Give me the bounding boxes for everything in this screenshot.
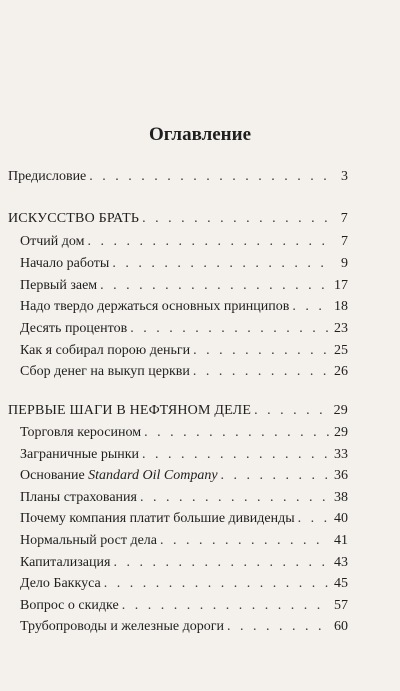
leader-dots (160, 532, 329, 550)
entry-label: Как я собирал порою деньги (20, 343, 191, 358)
entry-page-number: 36 (334, 468, 348, 483)
leader-dots (100, 277, 329, 295)
leader-dots (122, 597, 329, 615)
entry-label: Нормальный рост дела (20, 533, 157, 548)
entry-label (20, 467, 218, 485)
entry-page-number: 29 (334, 425, 348, 440)
entry-label: Отчий дом (20, 234, 85, 249)
toc-entry[interactable] (20, 320, 348, 338)
entry-label: Предисловие (8, 169, 87, 184)
entry-page-number: 40 (334, 511, 348, 526)
entry-page-number: 57 (334, 598, 348, 613)
toc-entry[interactable] (20, 424, 348, 442)
entry-label: Дело Баккуса (20, 576, 101, 591)
leader-dots (87, 233, 329, 251)
leader-dots (130, 320, 329, 338)
entry-label: Надо твердо держаться основных принципов (20, 299, 290, 314)
leader-dots (142, 210, 329, 228)
entry-label: Торговля керосином (20, 425, 142, 440)
toc-entry[interactable] (20, 233, 348, 251)
leader-dots (254, 402, 329, 420)
toc-entry[interactable] (20, 363, 348, 381)
leader-dots (193, 342, 329, 360)
toc-entry[interactable] (20, 618, 348, 636)
leader-dots (298, 510, 329, 528)
leader-dots (193, 363, 329, 381)
toc-entry[interactable] (20, 597, 348, 615)
toc-part-heading[interactable] (8, 210, 348, 228)
entry-page-number: 7 (340, 211, 348, 226)
leader-dots (142, 446, 329, 464)
toc-entry[interactable] (20, 510, 348, 528)
leader-dots (144, 424, 329, 442)
toc-title: Оглавление (148, 124, 252, 145)
entry-page-number: 23 (334, 321, 348, 336)
entry-page-number: 26 (334, 364, 348, 379)
toc-entry[interactable] (20, 575, 348, 593)
entry-label-prefix: Основание (20, 468, 89, 483)
entry-label: Сбор денег на выкуп церкви (20, 364, 190, 379)
entry-page-number: 25 (334, 343, 348, 358)
entry-page-number: 29 (333, 403, 348, 418)
toc-entry[interactable] (20, 255, 348, 273)
leader-dots (227, 618, 329, 636)
entry-label: Заграничные рынки (20, 447, 140, 462)
entry-page-number: 3 (341, 169, 348, 184)
part-label: ИСКУССТВО БРАТЬ (8, 211, 140, 226)
leader-dots (104, 575, 329, 593)
entry-page-number: 18 (334, 299, 348, 314)
entry-label: Начало работы (20, 256, 110, 271)
entry-page-number: 9 (341, 256, 348, 271)
entry-label: Вопрос о скидке (20, 598, 119, 613)
leader-dots (140, 489, 329, 507)
entry-label: Почему компания платит большие дивиденды (20, 511, 295, 526)
entry-page-number: 7 (341, 234, 348, 249)
leader-dots (221, 467, 329, 485)
entry-page-number: 60 (334, 619, 348, 634)
toc-entry[interactable] (20, 298, 348, 316)
toc-entry[interactable] (20, 532, 348, 550)
company-name: Standard Oil Company (88, 468, 218, 483)
toc-entry[interactable] (20, 489, 348, 507)
toc-entry[interactable] (20, 342, 348, 360)
leader-dots (113, 554, 329, 572)
toc-entry[interactable] (20, 467, 348, 485)
entry-page-number: 38 (334, 490, 348, 505)
toc-entry[interactable] (20, 277, 348, 295)
toc-entry-preface[interactable] (8, 168, 348, 186)
entry-page-number: 45 (334, 576, 348, 591)
entry-label: Трубопроводы и железные дороги (20, 619, 224, 634)
entry-page-number: 33 (334, 447, 348, 462)
toc-entry[interactable] (20, 554, 348, 572)
toc-part-heading[interactable] (8, 402, 348, 420)
entry-page-number: 43 (334, 555, 348, 570)
entry-label: Планы страхования (20, 490, 137, 505)
entry-label: Десять процентов (20, 321, 128, 336)
entry-page-number: 17 (334, 278, 348, 293)
entry-label: Капитализация (20, 555, 111, 570)
toc-entry[interactable] (20, 446, 348, 464)
part-label: ПЕРВЫЕ ШАГИ В НЕФТЯНОМ ДЕЛЕ (8, 403, 252, 418)
leader-dots (112, 255, 329, 273)
entry-page-number: 41 (334, 533, 348, 548)
leader-dots (292, 298, 329, 316)
leader-dots (89, 168, 329, 186)
entry-label: Первый заем (20, 278, 98, 293)
